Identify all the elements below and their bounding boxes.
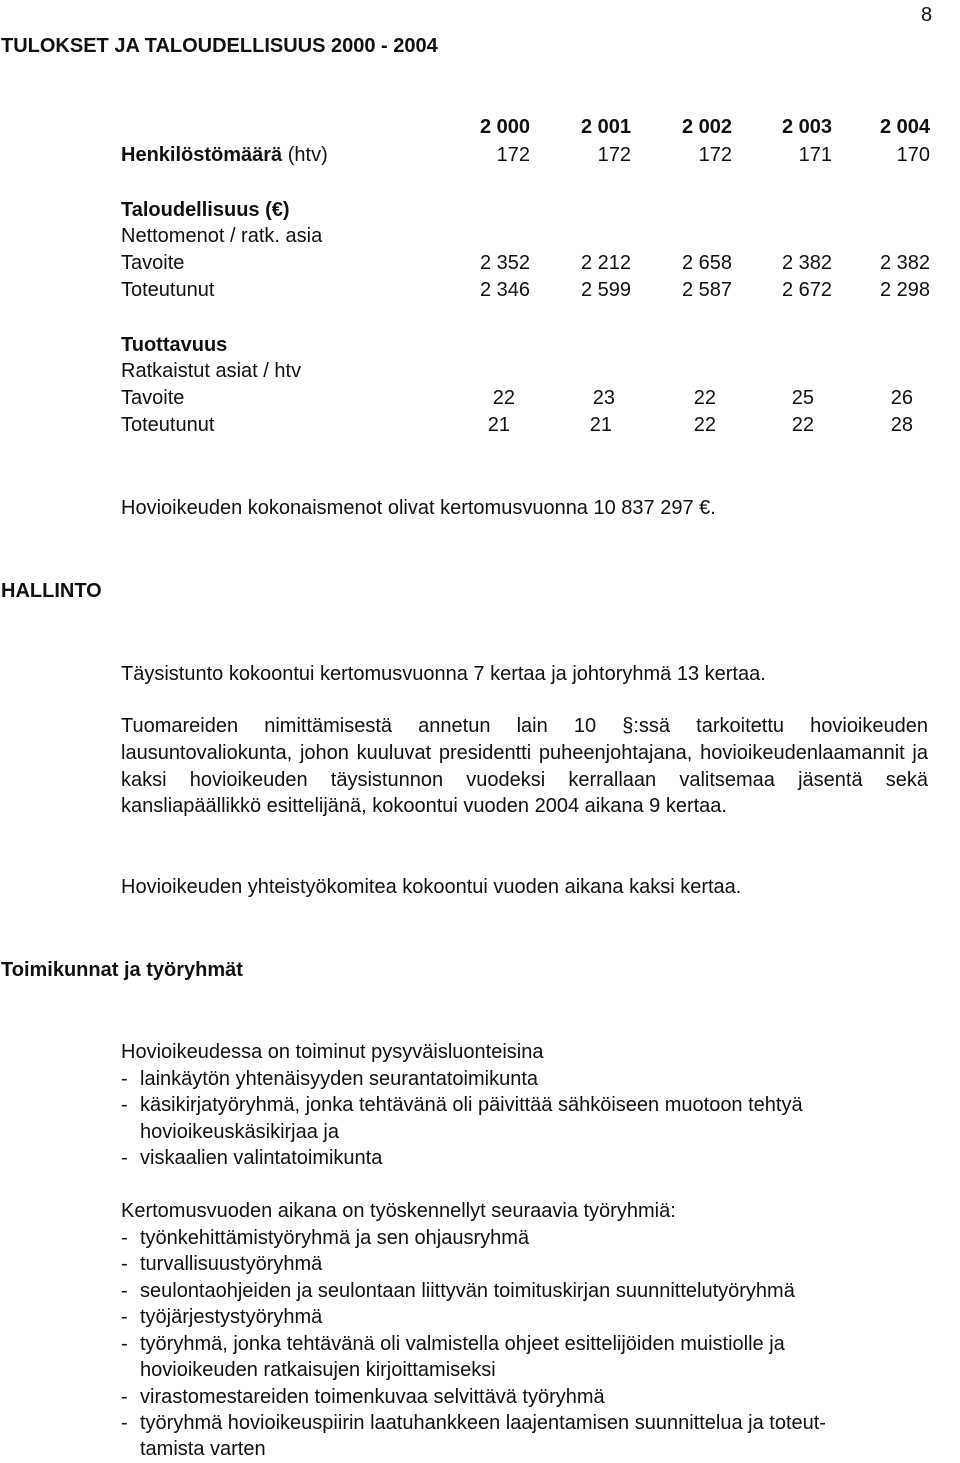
table-cell: 2 382 [781, 252, 832, 274]
list-item-continuation: hovioikeuskäsikirjaa ja [140, 1121, 339, 1143]
year-header: 2 004 [879, 116, 930, 138]
section-heading-hallinto: HALLINTO [1, 580, 102, 602]
table-cell: 172 [496, 144, 530, 166]
economy-target-label: Tavoite [121, 252, 185, 274]
list-item: - virastomestareiden toimenkuvaa selvittävä työryhmä [121, 1386, 605, 1408]
economy-actual-label: Toteutunut [121, 279, 215, 301]
list-item-text: työjärjestystyöryhmä [140, 1306, 323, 1328]
staff-label [121, 142, 328, 168]
staff-label-unit: (htv) [282, 144, 328, 166]
list-item-text: virastomestareiden toimenkuvaa selvittävä työryhmä [140, 1386, 605, 1408]
list-item-text: käsikirjatyöryhmä, jonka tehtävänä oli päivittää sähköiseen muotoon tehtyä [140, 1094, 803, 1116]
table-cell: 2 382 [879, 252, 930, 274]
page-number: 8 [921, 4, 933, 26]
hallinto-paragraph-2: Tuomareiden nimittämisestä annetun lain 10 §:ssä tarkoitettu hovioikeuden lausuntovaliokunta, johon kuuluvat presidentti puheenjohtajana, hovioikeudenlaamannit ja kaksi hovioikeuden täysistunnon vuodeksi kerrallaan valitsemaa jäsentä sekä kansliapäällikkö esittelijänä, kokoontui vuoden 2004 aikana 9 kertaa. [121, 715, 928, 818]
list-item: - turvallisuustyöryhmä [121, 1253, 323, 1275]
table-cell: 22 [693, 414, 716, 436]
committees-intro: Hovioikeudessa on toiminut pysyväisluonteisina [121, 1041, 544, 1063]
productivity-label: Tuottavuus [121, 334, 228, 356]
table-cell: 2 599 [580, 279, 631, 301]
net-cost-label: Nettomenot / ratk. asia [121, 225, 323, 247]
table-cell: 170 [896, 144, 930, 166]
working-groups-intro: Kertomusvuoden aikana on työskennellyt seuraavia työryhmiä: [121, 1200, 676, 1222]
table-cell: 23 [592, 387, 615, 409]
list-item-text: seulontaohjeiden ja seulontaan liittyvän toimituskirjan suunnittelutyöryhmä [140, 1280, 795, 1302]
list-item-text: työryhmä, jonka tehtävänä oli valmistella ohjeet esittelijöiden muistiolle ja [140, 1333, 785, 1355]
list-item: - työnkehittämistyöryhmä ja sen ohjausryhmä [121, 1227, 530, 1249]
year-header: 2 001 [580, 116, 631, 138]
list-item-continuation: tamista varten [140, 1438, 266, 1460]
page-title: TULOKSET JA TALOUDELLISUUS 2000 - 2004 [1, 35, 438, 57]
list-item: - seulontaohjeiden ja seulontaan liittyvän toimituskirjan suunnittelutyöryhmä [121, 1280, 795, 1302]
table-cell: 2 658 [681, 252, 732, 274]
list-item: - työryhmä hovioikeuspiirin laatuhankkeen laajentamisen suunnittelua ja toteut- [121, 1412, 826, 1434]
list-item: - viskaalien valintatoimikunta [121, 1147, 383, 1169]
table-cell: 25 [791, 387, 814, 409]
list-item: - käsikirjatyöryhmä, jonka tehtävänä oli päivittää sähköiseen muotoon tehtyä [121, 1094, 803, 1116]
list-item-text: työryhmä hovioikeuspiirin laatuhankkeen laajentamisen suunnittelua ja toteut- [140, 1412, 826, 1434]
table-cell: 2 672 [781, 279, 832, 301]
table-cell: 2 587 [681, 279, 732, 301]
table-cell: 2 212 [580, 252, 631, 274]
list-item: - lainkäytön yhtenäisyyden seurantatoimikunta [121, 1068, 539, 1090]
list-item-continuation: hovioikeuden ratkaisujen kirjoittamiseksi [140, 1359, 496, 1381]
list-item-text: viskaalien valintatoimikunta [140, 1147, 383, 1169]
economy-label: Taloudellisuus (€) [121, 199, 290, 221]
table-cell: 21 [589, 414, 612, 436]
table-cell: 28 [890, 414, 913, 436]
table-cell: 22 [492, 387, 515, 409]
section-heading-toimikunnat: Toimikunnat ja työryhmät [1, 959, 243, 981]
staff-label-bold: Henkilöstömäärä [121, 144, 283, 166]
table-cell: 2 346 [479, 279, 530, 301]
year-header: 2 003 [781, 116, 832, 138]
table-cell: 21 [487, 414, 510, 436]
resolved-label: Ratkaistut asiat / htv [121, 360, 302, 382]
table-cell: 22 [791, 414, 814, 436]
productivity-target-label: Tavoite [121, 387, 185, 409]
productivity-actual-label: Toteutunut [121, 414, 215, 436]
year-header: 2 000 [479, 116, 530, 138]
hallinto-paragraph-3: Hovioikeuden yhteistyökomitea kokoontui vuoden aikana kaksi kertaa. [121, 876, 742, 898]
list-item-text: turvallisuustyöryhmä [140, 1253, 323, 1275]
list-item-text: työnkehittämistyöryhmä ja sen ohjausryhmä [140, 1227, 530, 1249]
table-cell: 172 [597, 144, 631, 166]
table-cell: 172 [698, 144, 732, 166]
year-header: 2 002 [681, 116, 732, 138]
table-cell: 171 [798, 144, 832, 166]
table-cell: 26 [890, 387, 913, 409]
table-cell: 2 298 [879, 279, 930, 301]
hallinto-paragraph-1: Täysistunto kokoontui kertomusvuonna 7 kertaa ja johtoryhmä 13 kertaa. [121, 663, 766, 685]
list-item: - työjärjestystyöryhmä [121, 1306, 323, 1328]
table-cell: 2 352 [479, 252, 530, 274]
list-item: - työryhmä, jonka tehtävänä oli valmistella ohjeet esittelijöiden muistiolle ja [121, 1333, 785, 1355]
table-cell: 22 [693, 387, 716, 409]
list-item-text: lainkäytön yhtenäisyyden seurantatoimikunta [140, 1068, 539, 1090]
total-costs-text: Hovioikeuden kokonaismenot olivat kertomusvuonna 10 837 297 €. [121, 497, 716, 519]
